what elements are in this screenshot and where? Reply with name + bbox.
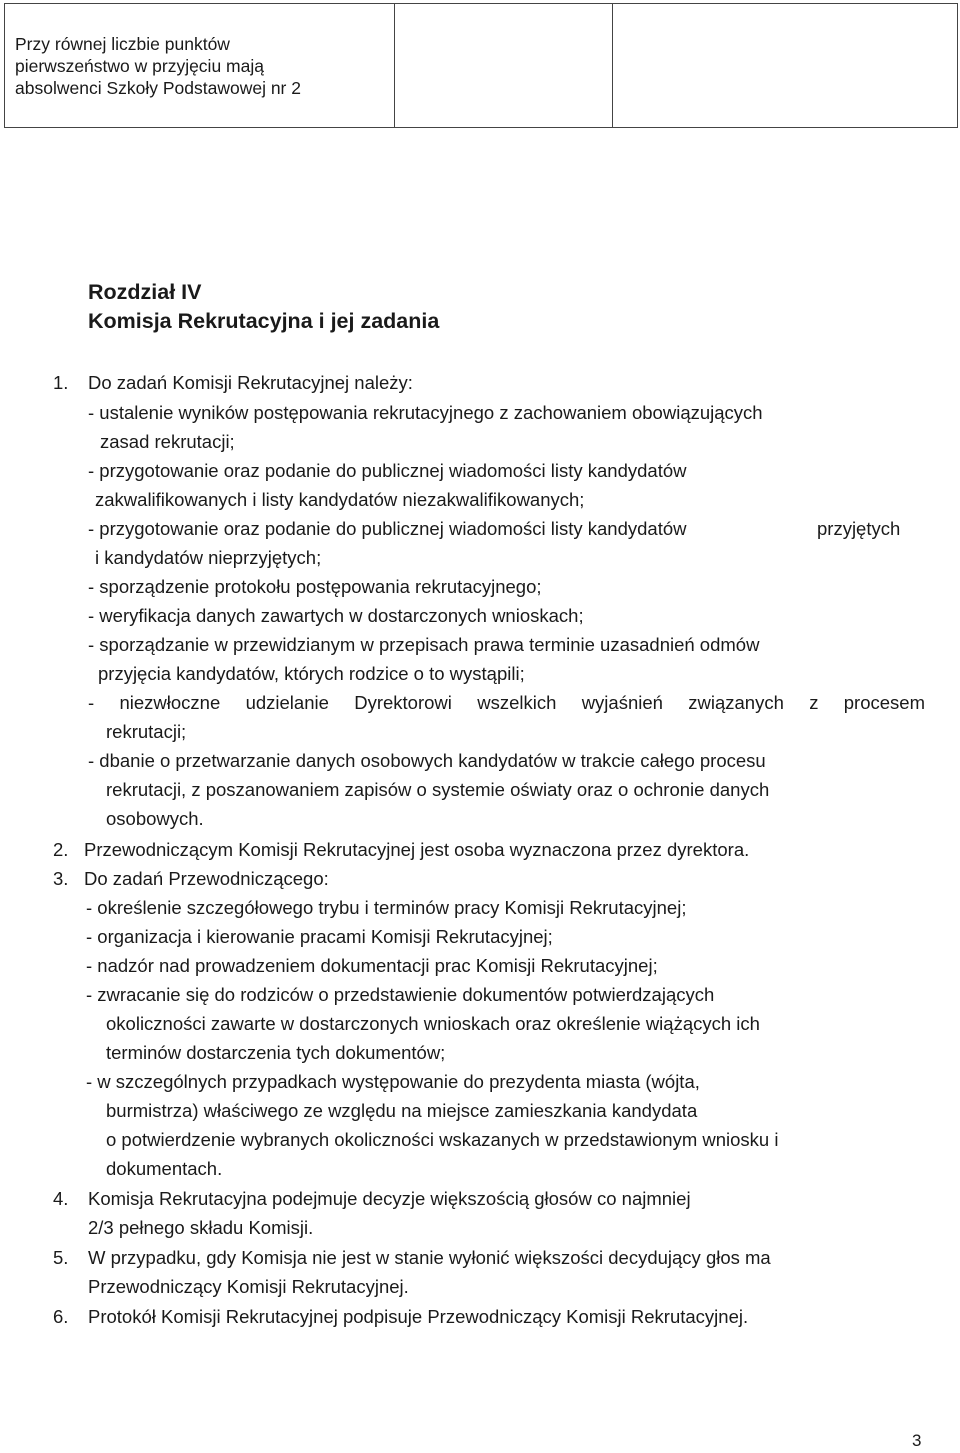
list-item-line: - określenie szczegółowego trybu i terminów pracy Komisji Rekrutacyjnej; [86,897,687,918]
list-item-line: burmistrza) właściwego ze względu na miejsce zamieszkania kandydata [106,1100,698,1121]
list-item-line: przyjęcia kandydatów, których rodzice o to wystąpili; [98,663,525,684]
list-item-line: osobowych. [106,808,204,829]
header-cell-empty [395,4,613,128]
list-item-line: - organizacja i kierowanie pracami Komisji Rekrutacyjnej; [86,926,553,947]
list-item-line: rekrutacji; [106,721,187,742]
list-item-line: - przygotowanie oraz podanie do publicznej wiadomości listy kandydatów [88,518,687,539]
item-text-line: W przypadku, gdy Komisja nie jest w stanie wyłonić większości decydujący głos ma [88,1247,771,1268]
justified-word: związanych [688,692,784,713]
item-number: 1. [53,372,69,393]
header-cell-criteria [5,4,395,128]
justified-word: Dyrektorowi [354,692,452,713]
justified-word: wyjaśnień [581,692,663,713]
list-item-line: zasad rekrutacji; [100,431,235,452]
item-text-line: Przewodniczący Komisji Rekrutacyjnej. [88,1276,409,1297]
item-number: 2. [53,839,69,860]
list-item-line [88,692,925,714]
item-heading: Do zadań Komisji Rekrutacyjnej należy: [88,372,413,393]
list-item-line: - nadzór nad prowadzeniem dokumentacji prac Komisji Rekrutacyjnej; [86,955,658,976]
header-cell-empty [613,4,958,128]
criteria-line: pierwszeństwo w przyjęciu mają [15,56,264,76]
list-item-line: dokumentach. [106,1158,223,1179]
list-item-line: zakwalifikowanych i listy kandydatów niezakwalifikowanych; [95,489,585,510]
page-number: 3 [912,1431,922,1450]
chapter-heading [88,278,439,336]
item-text: Przewodniczącym Komisji Rekrutacyjnej jest osoba wyznaczona przez dyrektora. [84,839,750,860]
list-item-line: - zwracanie się do rodziców o przedstawienie dokumentów potwierdzających [86,984,715,1005]
criteria-line: Przy równej liczbie punktów [15,34,230,54]
item-heading: Do zadań Przewodniczącego: [84,868,329,889]
list-item-line: - sporządzenie protokołu postępowania rekrutacyjnego; [88,576,542,597]
list-item-line: okoliczności zawarte w dostarczonych wnioskach oraz określenie wiążących ich [106,1013,760,1034]
header-table [4,3,958,128]
chapter-title: Komisja Rekrutacyjna i jej zadania [88,309,440,333]
list-item-line: - w szczególnych przypadkach występowanie do prezydenta miasta (wójta, [86,1071,700,1092]
list-item-line: terminów dostarczenia tych dokumentów; [106,1042,446,1063]
justified-word: - [88,692,95,713]
justified-word: udzielanie [245,692,329,713]
item-text-line: Komisja Rekrutacyjna podejmuje decyzje większością głosów co najmniej [88,1188,691,1209]
list-item-line: - przygotowanie oraz podanie do publicznej wiadomości listy kandydatów [88,460,687,481]
item-number: 4. [53,1188,69,1209]
list-item-line: o potwierdzenie wybranych okoliczności wskazanych w przedstawionym wniosku i [106,1129,779,1150]
list-item-line: - weryfikacja danych zawartych w dostarczonych wnioskach; [88,605,584,626]
list-item-line: - dbanie o przetwarzanie danych osobowych kandydatów w trakcie całego procesu [88,750,766,771]
item-number: 6. [53,1306,69,1327]
list-item-line: - ustalenie wyników postępowania rekrutacyjnego z zachowaniem obowiązujących [88,402,763,423]
item-number: 5. [53,1247,69,1268]
item-text: Protokół Komisji Rekrutacyjnej podpisuje Przewodniczący Komisji Rekrutacyjnej. [88,1306,749,1327]
justified-word: niezwłoczne [119,692,221,713]
list-item-line: i kandydatów nieprzyjętych; [95,547,322,568]
justified-word: wszelkich [477,692,557,713]
list-item-line: przyjętych [817,518,901,539]
item-text-line: 2/3 pełnego składu Komisji. [88,1217,314,1238]
justified-word: z [809,692,819,713]
item-number: 3. [53,868,69,889]
justified-word: procesem [843,692,925,713]
list-item-line: rekrutacji, z poszanowaniem zapisów o systemie oświaty oraz o ochronie danych [106,779,770,800]
chapter-number: Rozdział IV [88,280,202,304]
criteria-line: absolwenci Szkoły Podstawowej nr 2 [15,78,301,98]
list-item-line: - sporządzanie w przewidzianym w przepisach prawa terminie uzasadnień odmów [88,634,760,655]
